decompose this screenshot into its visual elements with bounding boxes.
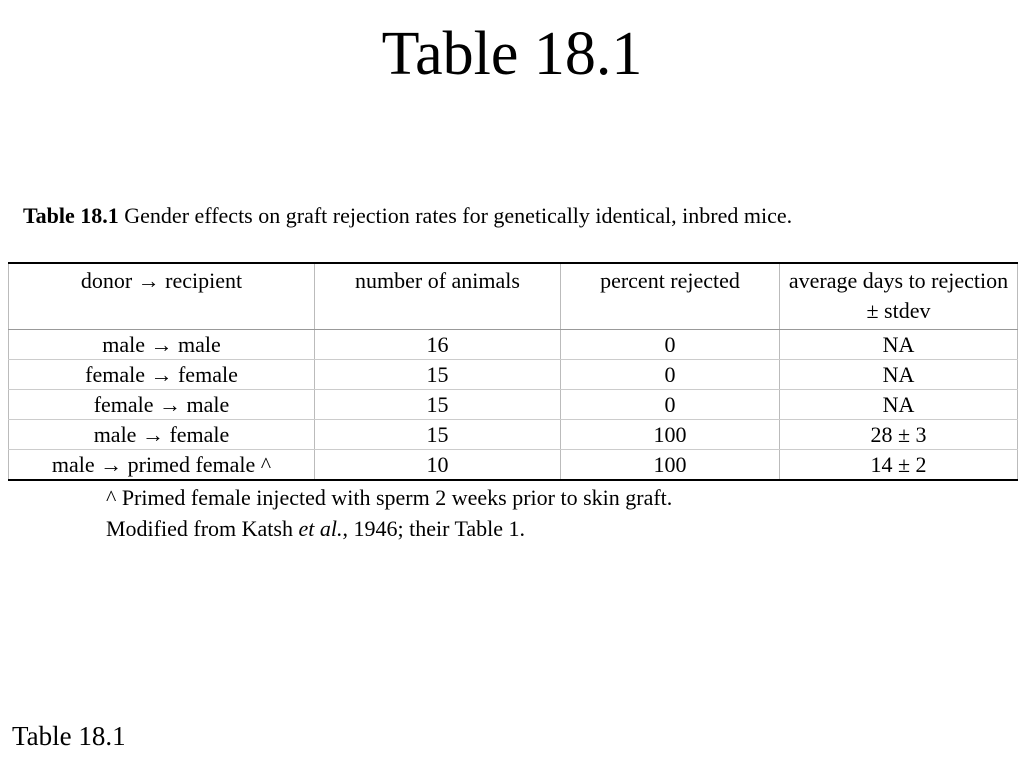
cell-average-days: 14 ± 2 [780, 450, 1018, 481]
cell-percent-rejected: 0 [561, 360, 780, 390]
data-table [8, 262, 1018, 481]
caption-label: Table 18.1 [23, 203, 119, 228]
slide-title: Table 18.1 [381, 20, 643, 88]
cell-number-of-animals: 16 [315, 330, 561, 360]
source-citation [106, 513, 672, 544]
citation-suffix: , 1946; their Table 1. [342, 516, 526, 541]
header-donor-recipient: donor → recipient [9, 263, 315, 330]
citation-prefix: Modified from Katsh [106, 516, 299, 541]
cell-average-days: NA [780, 330, 1018, 360]
cell-donor-recipient: male → female [9, 420, 315, 450]
cell-number-of-animals: 15 [315, 390, 561, 420]
cell-percent-rejected: 0 [561, 390, 780, 420]
table-row [9, 360, 1018, 390]
table-caption [23, 201, 792, 231]
table-row [9, 330, 1018, 360]
cell-donor-recipient: male → male [9, 330, 315, 360]
header-average-days: average days to rejection ± stdev [780, 263, 1018, 330]
slide-footer-label: Table 18.1 [12, 721, 126, 751]
cell-number-of-animals: 15 [315, 360, 561, 390]
caption-text: Gender effects on graft rejection rates for genetically identical, inbred mice. [118, 203, 793, 228]
cell-average-days: NA [780, 360, 1018, 390]
header-percent-rejected: percent rejected [561, 263, 780, 330]
cell-donor-recipient: female → female [9, 360, 315, 390]
cell-percent-rejected: 100 [561, 450, 780, 481]
table-notes [106, 482, 672, 544]
cell-donor-recipient: male → primed female ^ [9, 450, 315, 481]
cell-number-of-animals: 15 [315, 420, 561, 450]
cell-donor-recipient: female → male [9, 390, 315, 420]
cell-average-days: 28 ± 3 [780, 420, 1018, 450]
table-row [9, 390, 1018, 420]
table-row [9, 420, 1018, 450]
table-header-row [9, 263, 1018, 330]
citation-et-al: et al. [298, 516, 343, 541]
footnote: ^ Primed female injected with sperm 2 weeks prior to skin graft. [106, 485, 673, 510]
header-number-of-animals: number of animals [315, 263, 561, 330]
cell-number-of-animals: 10 [315, 450, 561, 481]
cell-percent-rejected: 100 [561, 420, 780, 450]
table-row [9, 450, 1018, 481]
cell-average-days: NA [780, 390, 1018, 420]
cell-percent-rejected: 0 [561, 330, 780, 360]
